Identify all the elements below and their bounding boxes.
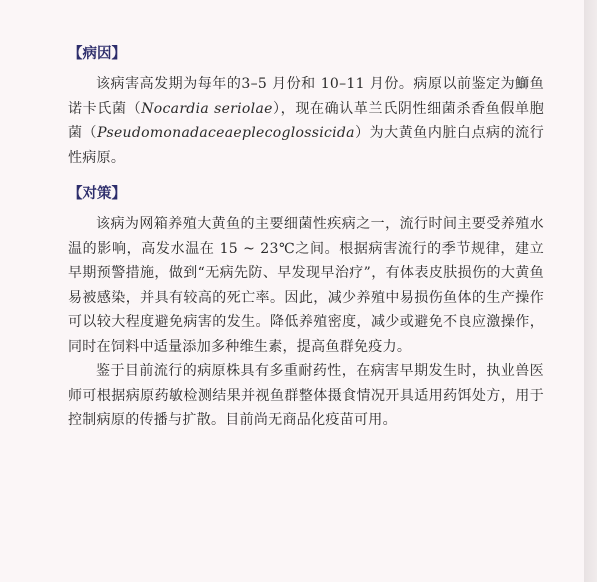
section-heading-measures: 【对策】: [68, 186, 126, 202]
section-heading-cause: 【病因】: [68, 46, 126, 62]
paragraph-measures-2: 鉴于目前流行的病原株具有多重耐药性，在病害早期发生时，执业兽医师可根据病原药敏检测结果并视鱼群整体摄食情况开具适用药饵处方，用于控制病原的传播与扩散。目前尚无商品化疫苗可用。: [68, 363, 544, 428]
paragraph-measures-1: 该病为网箱养殖大黄鱼的主要细菌性疾病之一，流行时间主要受养殖水温的影响，高发水温在 15 ~ 23℃之间。根据病害流行的季节规律，建立早期预警措施，做到“无病先防、早发现早治疗”，有体表皮肤损伤的大黄鱼易被感染，并具有较高的死亡率。因此，减少养殖中易损伤鱼体的生产操作可以较大程度避免病害的发生。降低养殖密度，减少或避免不良应激操作，同时在饲料中适量添加多种维生素，提高鱼群免疫力。: [68, 216, 544, 355]
species-name-pseudomonas: Pseudomonadaceaeplecoglossicida: [97, 125, 355, 141]
paragraph-cause: [68, 72, 544, 170]
text-run: 该病害高发期为每年的: [96, 76, 242, 92]
text-run: 10–11: [320, 76, 365, 92]
species-name-nocardia: Nocardia seriolae: [141, 100, 273, 117]
text-run: ），现在确认革兰氏阴性细菌杀香鱼假单胞菌（: [68, 100, 544, 141]
page-edge: [584, 0, 597, 582]
text-run: ）为大黄鱼内脏白点病的流行性病原。: [68, 125, 544, 166]
text-run: 月份和: [267, 76, 321, 92]
text-run: 3–5: [241, 76, 268, 92]
text-run: 月份。病原以前鉴定为鰤鱼诺卡氏菌（: [68, 76, 545, 117]
page-content: [68, 44, 544, 433]
